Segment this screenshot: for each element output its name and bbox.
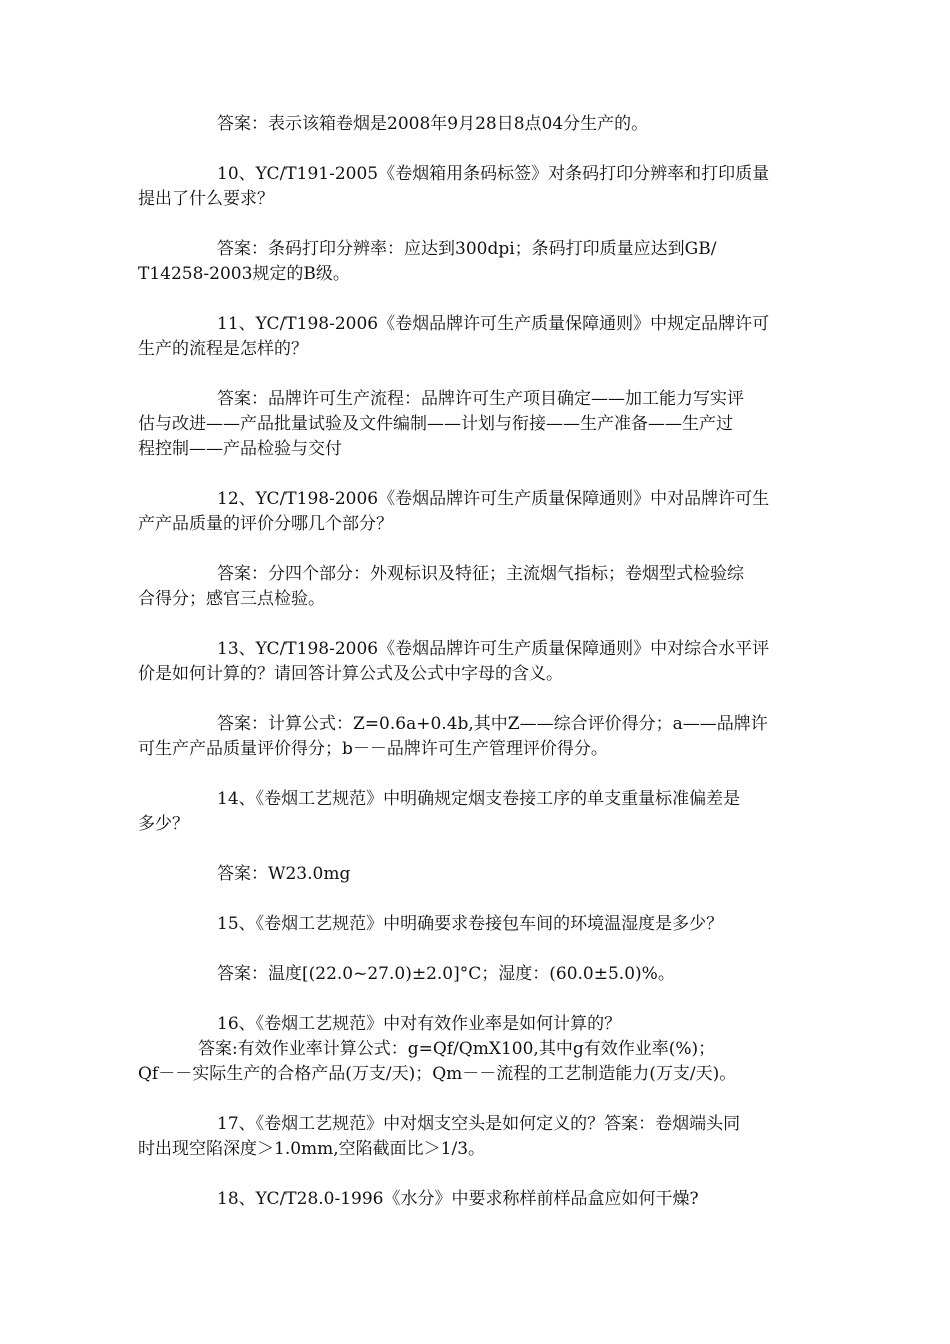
answer-15-line: 答案：温度[(22.0~27.0)±2.0]°C；湿度：(60.0±5.0)%。 [217, 964, 675, 984]
question-13-line-2: 价是如何计算的？请回答计算公式及公式中字母的含义。 [138, 664, 563, 684]
question-18-line: 18、YC/T28.0-1996《水分》中要求称样前样品盒应如何干燥? [217, 1189, 699, 1209]
question-13-line-1: 13、YC/T198-2006《卷烟品牌许可生产质量保障通则》中对综合水平评 [217, 639, 770, 659]
question-12-line-2: 产产品质量的评价分哪几个部分？ [138, 514, 393, 534]
answer-11-line-2: 估与改进——产品批量试验及文件编制——计划与衔接——生产准备——生产过 [138, 414, 733, 434]
question-10-line-2: 提出了什么要求？ [138, 189, 274, 209]
question-11-line-2: 生产的流程是怎样的？ [138, 339, 308, 359]
question-17-line-2: 时出现空陷深度＞1.0mm,空陷截面比＞1/3。 [138, 1139, 486, 1159]
question-14-line-1: 14、《卷烟工艺规范》中明确规定烟支卷接工序的单支重量标准偏差是 [217, 789, 741, 809]
answer-12-line-2: 合得分；感官三点检验。 [138, 589, 325, 609]
answer-11-line-3: 程控制——产品检验与交付 [138, 439, 342, 459]
question-17-line-1: 17、《卷烟工艺规范》中对烟支空头是如何定义的？答案：卷烟端头同 [217, 1114, 741, 1134]
answer-10-line-2: T14258-2003规定的B级。 [138, 264, 350, 284]
answer-12-line-1: 答案：分四个部分：外观标识及特征；主流烟气指标；卷烟型式检验综 [217, 564, 744, 584]
question-15-line: 15、《卷烟工艺规范》中明确要求卷接包车间的环境温湿度是多少？ [217, 914, 724, 934]
answer-10-line-1: 答案：条码打印分辨率：应达到300dpi；条码打印质量应达到GB/ [217, 239, 717, 259]
question-12-line-1: 12、YC/T198-2006《卷烟品牌许可生产质量保障通则》中对品牌许可生 [217, 489, 770, 509]
answer-16-line-1: 答案:有效作业率计算公式：g=Qf/QmX100,其中g有效作业率(%)； [198, 1039, 716, 1059]
question-10-line-1: 10、YC/T191-2005《卷烟箱用条码标签》对条码打印分辨率和打印质量 [217, 164, 770, 184]
answer-11-line-1: 答案：品牌许可生产流程：品牌许可生产项目确定——加工能力写实评 [217, 389, 744, 409]
question-11-line-1: 11、YC/T198-2006《卷烟品牌许可生产质量保障通则》中规定品牌许可 [217, 314, 770, 334]
question-16-line: 16、《卷烟工艺规范》中对有效作业率是如何计算的？ [217, 1014, 622, 1034]
answer-16-line-2: Qf－－实际生产的合格产品(万支/天)；Qm－－流程的工艺制造能力(万支/天)。 [138, 1064, 737, 1084]
answer-14-line: 答案：W23.0mg [217, 864, 351, 884]
answer-13-line-2: 可生产产品质量评价得分；b－－品牌许可生产管理评价得分。 [138, 739, 608, 759]
answer-13-line-1: 答案：计算公式：Z=0.6a+0.4b,其中Z——综合评价得分；a——品牌许 [217, 714, 768, 734]
answer-line: 答案：表示该箱卷烟是2008年9月28日8点04分生产的。 [217, 114, 649, 134]
question-14-line-2: 多少？ [138, 814, 189, 834]
